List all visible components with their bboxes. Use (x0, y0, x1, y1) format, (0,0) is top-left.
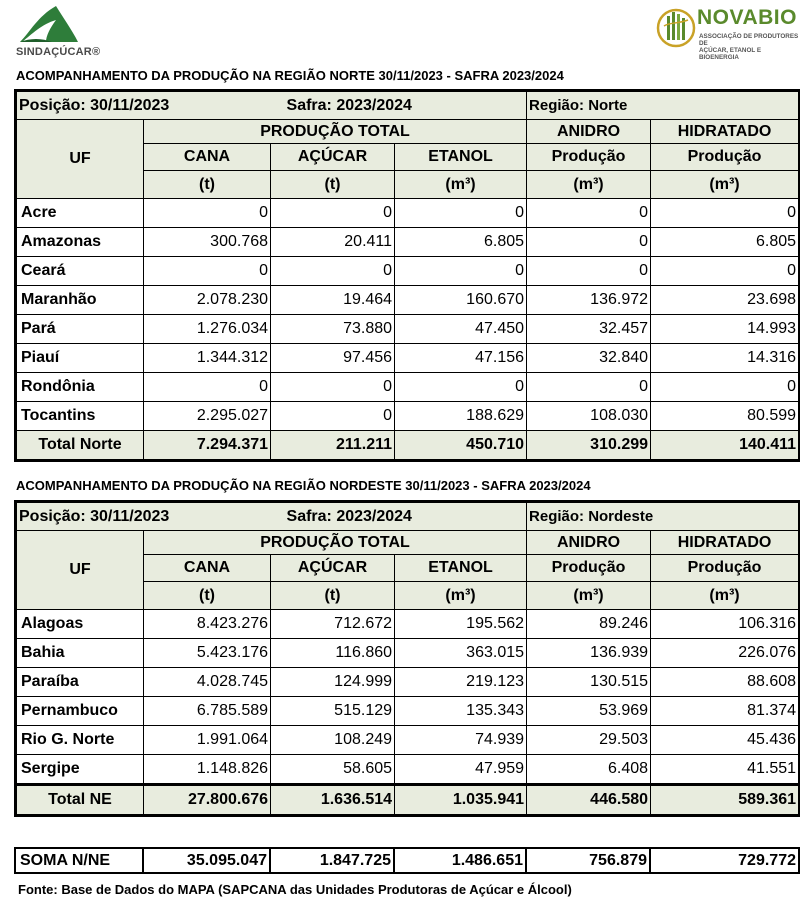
anidro-cell: 108.030 (527, 402, 651, 431)
nordeste-hidratado-unit: (m³) (651, 582, 800, 610)
norte-hidratado-header: HIDRATADO (651, 120, 800, 144)
nordeste-etanol-header: ETANOL (395, 555, 527, 582)
norte-safra: Safra: 2023/2024 (271, 91, 527, 120)
uf-cell: Acre (16, 199, 144, 228)
acucar-cell: 19.464 (271, 286, 395, 315)
anidro-cell: 136.939 (527, 639, 651, 668)
anidro-cell: 29.503 (527, 726, 651, 755)
uf-cell: Pernambuco (16, 697, 144, 726)
anidro-cell: 130.515 (527, 668, 651, 697)
norte-anidro-producao-header: Produção (527, 144, 651, 171)
soma-table (14, 847, 800, 874)
anidro-cell: 6.408 (527, 755, 651, 785)
hidratado-cell: 81.374 (651, 697, 800, 726)
cana-cell: 1.344.312 (144, 344, 271, 373)
cana-cell: 5.423.176 (144, 639, 271, 668)
etanol-cell: 135.343 (395, 697, 527, 726)
norte-etanol-unit: (m³) (395, 171, 527, 199)
anidro-cell: 32.840 (527, 344, 651, 373)
anidro-cell: 53.969 (527, 697, 651, 726)
norte-total-acucar: 211.211 (271, 431, 395, 461)
anidro-cell: 0 (527, 199, 651, 228)
cana-cell: 1.148.826 (144, 755, 271, 785)
table-row (16, 315, 800, 344)
acucar-cell: 108.249 (271, 726, 395, 755)
cana-cell: 2.295.027 (144, 402, 271, 431)
table-row (16, 755, 800, 785)
etanol-cell: 0 (395, 257, 527, 286)
nordeste-producao-total-header: PRODUÇÃO TOTAL (144, 531, 527, 555)
uf-cell: Sergipe (16, 755, 144, 785)
uf-cell: Rio G. Norte (16, 726, 144, 755)
hidratado-cell: 226.076 (651, 639, 800, 668)
acucar-cell: 116.860 (271, 639, 395, 668)
anidro-cell: 89.246 (527, 610, 651, 639)
hidratado-cell: 80.599 (651, 402, 800, 431)
norte-producao-total-header: PRODUÇÃO TOTAL (144, 120, 527, 144)
norte-etanol-header: ETANOL (395, 144, 527, 171)
nordeste-etanol-unit: (m³) (395, 582, 527, 610)
etanol-cell: 6.805 (395, 228, 527, 257)
nordeste-posicao: Posição: 30/11/2023 (16, 502, 271, 531)
norte-section-title: ACOMPANHAMENTO DA PRODUÇÃO NA REGIÃO NORTE 30/11/2023 - SAFRA 2023/2024 (16, 68, 564, 83)
nordeste-section-title: ACOMPANHAMENTO DA PRODUÇÃO NA REGIÃO NORDESTE 30/11/2023 - SAFRA 2023/2024 (16, 478, 591, 493)
etanol-cell: 47.156 (395, 344, 527, 373)
hidratado-cell: 14.993 (651, 315, 800, 344)
table-row (16, 373, 800, 402)
uf-cell: Piauí (16, 344, 144, 373)
table-row (16, 402, 800, 431)
cana-cell: 8.423.276 (144, 610, 271, 639)
hidratado-cell: 106.316 (651, 610, 800, 639)
uf-cell: Pará (16, 315, 144, 344)
acucar-cell: 0 (271, 402, 395, 431)
cana-cell: 1.276.034 (144, 315, 271, 344)
novabio-subtitle-line-2: AÇÚCAR, ETANOL E BIOENERGIA (699, 47, 762, 61)
soma-acucar: 1.847.725 (270, 848, 394, 873)
sindacucar-wordmark: SINDAÇÚCAR® (16, 46, 101, 58)
hidratado-cell: 6.805 (651, 228, 800, 257)
nordeste-total-label: Total NE (16, 785, 144, 816)
norte-posicao: Posição: 30/11/2023 (16, 91, 271, 120)
uf-cell: Rondônia (16, 373, 144, 402)
nordeste-cana-unit: (t) (144, 582, 271, 610)
table-row (16, 199, 800, 228)
norte-anidro-unit: (m³) (527, 171, 651, 199)
etanol-cell: 47.959 (395, 755, 527, 785)
norte-total-label: Total Norte (16, 431, 144, 461)
table-row (16, 344, 800, 373)
soma-anidro: 756.879 (526, 848, 650, 873)
nordeste-anidro-unit: (m³) (527, 582, 651, 610)
nordeste-safra: Safra: 2023/2024 (271, 502, 527, 531)
etanol-cell: 363.015 (395, 639, 527, 668)
nordeste-uf-header: UF (16, 531, 144, 610)
anidro-cell: 32.457 (527, 315, 651, 344)
table-row (16, 639, 800, 668)
table-row (16, 228, 800, 257)
nordeste-total-acucar: 1.636.514 (271, 785, 395, 816)
acucar-cell: 58.605 (271, 755, 395, 785)
norte-total-cana: 7.294.371 (144, 431, 271, 461)
nordeste-table (14, 500, 800, 817)
etanol-cell: 47.450 (395, 315, 527, 344)
novabio-subtitle (699, 33, 800, 61)
norte-uf-header: UF (16, 120, 144, 199)
etanol-cell: 195.562 (395, 610, 527, 639)
etanol-cell: 74.939 (395, 726, 527, 755)
uf-cell: Maranhão (16, 286, 144, 315)
nordeste-hidratado-producao-header: Produção (651, 555, 800, 582)
acucar-cell: 712.672 (271, 610, 395, 639)
hidratado-cell: 0 (651, 373, 800, 402)
soma-label: SOMA N/NE (15, 848, 143, 873)
uf-cell: Paraíba (16, 668, 144, 697)
hidratado-cell: 0 (651, 257, 800, 286)
uf-cell: Tocantins (16, 402, 144, 431)
table-row (16, 286, 800, 315)
cana-cell: 2.078.230 (144, 286, 271, 315)
hidratado-cell: 0 (651, 199, 800, 228)
norte-cana-unit: (t) (144, 171, 271, 199)
cana-cell: 0 (144, 373, 271, 402)
anidro-cell: 0 (527, 257, 651, 286)
etanol-cell: 188.629 (395, 402, 527, 431)
table-row (16, 610, 800, 639)
cana-cell: 0 (144, 257, 271, 286)
uf-cell: Amazonas (16, 228, 144, 257)
acucar-cell: 20.411 (271, 228, 395, 257)
cana-cell: 1.991.064 (144, 726, 271, 755)
hidratado-cell: 23.698 (651, 286, 800, 315)
nordeste-acucar-unit: (t) (271, 582, 395, 610)
etanol-cell: 0 (395, 199, 527, 228)
hidratado-cell: 41.551 (651, 755, 800, 785)
norte-anidro-header: ANIDRO (527, 120, 651, 144)
etanol-cell: 0 (395, 373, 527, 402)
uf-cell: Alagoas (16, 610, 144, 639)
hidratado-cell: 45.436 (651, 726, 800, 755)
nordeste-anidro-producao-header: Produção (527, 555, 651, 582)
table-row (16, 257, 800, 286)
nordeste-anidro-header: ANIDRO (527, 531, 651, 555)
source-footnote: Fonte: Base de Dados do MAPA (SAPCANA das Unidades Produtoras de Açúcar e Álcool) (18, 882, 572, 897)
table-row (16, 668, 800, 697)
acucar-cell: 97.456 (271, 344, 395, 373)
hidratado-cell: 14.316 (651, 344, 800, 373)
nordeste-total-cana: 27.800.676 (144, 785, 271, 816)
soma-hidratado: 729.772 (650, 848, 799, 873)
acucar-cell: 124.999 (271, 668, 395, 697)
nordeste-total-anidro: 446.580 (527, 785, 651, 816)
cana-cell: 6.785.589 (144, 697, 271, 726)
acucar-cell: 515.129 (271, 697, 395, 726)
novabio-subtitle-line-1: ASSOCIAÇÃO DE PRODUTORES DE (699, 33, 799, 47)
nordeste-acucar-header: AÇÚCAR (271, 555, 395, 582)
table-row (16, 726, 800, 755)
anidro-cell: 136.972 (527, 286, 651, 315)
sindacucar-emblem-icon (16, 2, 80, 44)
soma-cana: 35.095.047 (143, 848, 270, 873)
norte-acucar-unit: (t) (271, 171, 395, 199)
cana-cell: 4.028.745 (144, 668, 271, 697)
norte-total-anidro: 310.299 (527, 431, 651, 461)
nordeste-cana-header: CANA (144, 555, 271, 582)
table-row (16, 697, 800, 726)
nordeste-total-hidratado: 589.361 (651, 785, 800, 816)
nordeste-hidratado-header: HIDRATADO (651, 531, 800, 555)
norte-hidratado-producao-header: Produção (651, 144, 800, 171)
cana-cell: 0 (144, 199, 271, 228)
norte-hidratado-unit: (m³) (651, 171, 800, 199)
norte-total-hidratado: 140.411 (651, 431, 800, 461)
uf-cell: Bahia (16, 639, 144, 668)
novabio-logo (656, 4, 800, 61)
nordeste-total-etanol: 1.035.941 (395, 785, 527, 816)
uf-cell: Ceará (16, 257, 144, 286)
etanol-cell: 219.123 (395, 668, 527, 697)
norte-regiao: Região: Norte (527, 91, 800, 120)
norte-table (14, 89, 800, 462)
nordeste-regiao: Região: Nordeste (527, 502, 800, 531)
acucar-cell: 0 (271, 373, 395, 402)
norte-acucar-header: AÇÚCAR (271, 144, 395, 171)
anidro-cell: 0 (527, 373, 651, 402)
acucar-cell: 0 (271, 257, 395, 286)
cana-cell: 300.768 (144, 228, 271, 257)
soma-etanol: 1.486.651 (394, 848, 526, 873)
acucar-cell: 73.880 (271, 315, 395, 344)
page-header (0, 0, 800, 66)
hidratado-cell: 88.608 (651, 668, 800, 697)
sindacucar-logo (16, 2, 101, 64)
novabio-emblem-icon (656, 4, 696, 50)
norte-cana-header: CANA (144, 144, 271, 171)
acucar-cell: 0 (271, 199, 395, 228)
anidro-cell: 0 (527, 228, 651, 257)
etanol-cell: 160.670 (395, 286, 527, 315)
norte-total-etanol: 450.710 (395, 431, 527, 461)
novabio-wordmark: NOVABIO (697, 6, 797, 29)
